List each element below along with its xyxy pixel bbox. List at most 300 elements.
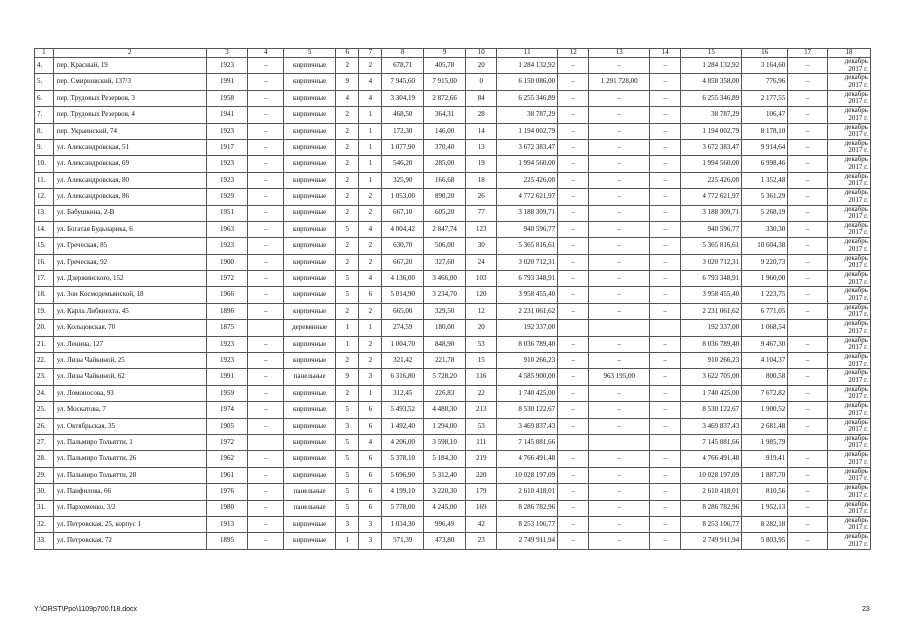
table-cell: 1980 xyxy=(206,500,248,516)
table-cell: декабрь 2017 г. xyxy=(827,402,870,418)
table-cell: 106,47 xyxy=(742,107,788,123)
table-cell: – xyxy=(589,90,650,106)
table-cell: декабрь 2017 г. xyxy=(827,353,870,369)
table-cell: 29. xyxy=(35,467,54,483)
table-cell: кирпичные xyxy=(283,172,335,188)
table-cell: 7. xyxy=(35,107,54,123)
table-cell: 1 xyxy=(359,107,382,123)
table-cell: ул. Октябрьская, 35 xyxy=(53,418,206,434)
table-cell: кирпичные xyxy=(283,254,335,270)
table-cell: 3 xyxy=(359,533,382,549)
table-cell: 8 282,18 xyxy=(742,516,788,532)
table-cell: 4 004,42 xyxy=(382,221,424,237)
table-cell: – xyxy=(589,156,650,172)
table-cell: 667,10 xyxy=(382,205,424,221)
table-cell: 9 914,64 xyxy=(742,139,788,155)
table-cell: кирпичные xyxy=(283,451,335,467)
table-row xyxy=(35,287,871,303)
table-cell: декабрь 2017 г. xyxy=(827,336,870,352)
table-cell: 1 034,30 xyxy=(382,516,424,532)
table-cell: 38 787,29 xyxy=(497,107,558,123)
table-cell: 5 xyxy=(336,451,359,467)
table-cell: – xyxy=(788,533,828,549)
table-cell: – xyxy=(248,402,284,418)
table-cell: 1962 xyxy=(206,451,248,467)
table-cell: 910 266,23 xyxy=(497,353,558,369)
table-cell xyxy=(650,320,681,336)
table-cell: ул. Пархоменко, 3/2 xyxy=(53,500,206,516)
table-cell: 370,40 xyxy=(424,139,466,155)
table-cell: 8 530 122,67 xyxy=(497,402,558,418)
table-cell: – xyxy=(248,516,284,532)
table-cell: 1923 xyxy=(206,156,248,172)
table-cell xyxy=(589,434,650,450)
table-cell: – xyxy=(248,205,284,221)
table-cell: – xyxy=(558,156,589,172)
table-cell: 2 xyxy=(359,189,382,205)
table-cell: 1 004,70 xyxy=(382,336,424,352)
table-cell: 285,00 xyxy=(424,156,466,172)
table-cell: 2 xyxy=(336,385,359,401)
table-cell: – xyxy=(650,90,681,106)
table-cell: 800,58 xyxy=(742,369,788,385)
table-cell: 20. xyxy=(35,320,54,336)
table-cell: кирпичные xyxy=(283,107,335,123)
table-cell: 21. xyxy=(35,336,54,352)
table-cell: кирпичные xyxy=(283,402,335,418)
table-cell: 1958 xyxy=(206,90,248,106)
table-row xyxy=(35,58,871,74)
table-row xyxy=(35,353,871,369)
table-cell: 1 294,00 xyxy=(424,418,466,434)
table-cell: – xyxy=(558,90,589,106)
table-cell: ул. Карла Либкнехта, 45 xyxy=(53,303,206,319)
table-cell: 169 xyxy=(466,500,497,516)
table-cell: ул. Петровская, 25, корпус 1 xyxy=(53,516,206,532)
table-cell: 4 772 621,97 xyxy=(497,189,558,205)
table-cell: 6 316,80 xyxy=(382,369,424,385)
table-cell: – xyxy=(248,254,284,270)
table-row xyxy=(35,107,871,123)
table-cell: декабрь 2017 г. xyxy=(827,90,870,106)
table-cell: 5 184,30 xyxy=(424,451,466,467)
table-cell: – xyxy=(589,107,650,123)
table-row xyxy=(35,172,871,188)
table-cell: – xyxy=(248,156,284,172)
table-cell: декабрь 2017 г. xyxy=(827,303,870,319)
table-cell: 192 337,00 xyxy=(497,320,558,336)
table-cell: кирпичные xyxy=(283,336,335,352)
table-cell: 1 068,54 xyxy=(742,320,788,336)
table-cell: 10 028 197,09 xyxy=(497,467,558,483)
table-cell: 1923 xyxy=(206,172,248,188)
table-cell: 24. xyxy=(35,385,54,401)
table-cell: ул. Кольцовская, 70 xyxy=(53,320,206,336)
table-row xyxy=(35,434,871,450)
table-cell: 30 xyxy=(466,238,497,254)
table-cell: – xyxy=(650,172,681,188)
table-cell: ул. Москатова, 7 xyxy=(53,402,206,418)
table-cell: 667,20 xyxy=(382,254,424,270)
table-cell: – xyxy=(248,369,284,385)
table-cell: 14. xyxy=(35,221,54,237)
table-cell: – xyxy=(788,418,828,434)
table-cell: 3 234,70 xyxy=(424,287,466,303)
table-cell: ул. Пальмиро Тольятти, 26 xyxy=(53,451,206,467)
table-cell: 2 xyxy=(336,238,359,254)
table-row xyxy=(35,221,871,237)
table-cell: 3 958 455,40 xyxy=(497,287,558,303)
table-cell: 325,90 xyxy=(382,172,424,188)
table-cell: декабрь 2017 г. xyxy=(827,58,870,74)
table-cell: 26 xyxy=(466,189,497,205)
table-cell: – xyxy=(589,189,650,205)
table-body xyxy=(35,58,871,550)
table-cell: – xyxy=(788,336,828,352)
table-cell: – xyxy=(248,189,284,205)
table-cell: декабрь 2017 г. xyxy=(827,418,870,434)
table-cell: 1 740 425,00 xyxy=(681,385,742,401)
table-cell: – xyxy=(650,221,681,237)
table-cell: 4 199,10 xyxy=(382,484,424,500)
table-cell: 26. xyxy=(35,418,54,434)
table-cell: 1895 xyxy=(206,533,248,549)
table-cell: – xyxy=(558,385,589,401)
table-cell: 22 xyxy=(466,385,497,401)
table-cell: ул. Лизы Чайкиной, 25 xyxy=(53,353,206,369)
table-cell: 179 xyxy=(466,484,497,500)
table-cell: 468,50 xyxy=(382,107,424,123)
table-cell: декабрь 2017 г. xyxy=(827,271,870,287)
table-cell: 6 xyxy=(359,451,382,467)
table-cell: 53 xyxy=(466,336,497,352)
table-cell: – xyxy=(558,271,589,287)
table-cell: 6 793 348,91 xyxy=(681,271,742,287)
table-cell: – xyxy=(589,353,650,369)
table-cell: – xyxy=(788,238,828,254)
table-cell: 4 206,00 xyxy=(382,434,424,450)
table-cell: кирпичные xyxy=(283,303,335,319)
table-cell: деревянные xyxy=(283,320,335,336)
table-cell: 1 740 425,00 xyxy=(497,385,558,401)
table-cell: 13 xyxy=(466,139,497,155)
table-cell: 225 426,00 xyxy=(681,172,742,188)
table-cell: 24 xyxy=(466,254,497,270)
table-cell: пер. Красный, 19 xyxy=(53,58,206,74)
table-cell: – xyxy=(248,418,284,434)
table-cell: декабрь 2017 г. xyxy=(827,107,870,123)
table-cell: – xyxy=(650,533,681,549)
table-cell: 32. xyxy=(35,516,54,532)
table-cell xyxy=(248,320,284,336)
table-cell: 1972 xyxy=(206,271,248,287)
table-cell: декабрь 2017 г. xyxy=(827,139,870,155)
table-cell: 5. xyxy=(35,74,54,90)
table-cell: – xyxy=(650,402,681,418)
table-cell: – xyxy=(248,353,284,369)
table-cell: – xyxy=(558,533,589,549)
table-cell: 2 xyxy=(336,353,359,369)
table-cell: 8 286 782,96 xyxy=(681,500,742,516)
table-cell: 1923 xyxy=(206,336,248,352)
table-cell: 213 xyxy=(466,402,497,418)
table-cell: 678,71 xyxy=(382,58,424,74)
table-cell: – xyxy=(788,369,828,385)
table-cell: – xyxy=(650,107,681,123)
table-cell: ул. Греческая, 85 xyxy=(53,238,206,254)
table-cell: 226,83 xyxy=(424,385,466,401)
table-cell: 1 xyxy=(336,320,359,336)
table-cell: – xyxy=(788,385,828,401)
table-cell: – xyxy=(589,287,650,303)
table-cell: 6 xyxy=(359,418,382,434)
table-cell: 9 220,73 xyxy=(742,254,788,270)
table-cell: 940 596,77 xyxy=(681,221,742,237)
table-cell: 996,49 xyxy=(424,516,466,532)
table-cell: 1991 xyxy=(206,369,248,385)
table-cell xyxy=(788,434,828,450)
table-cell: 220 xyxy=(466,467,497,483)
table-cell: кирпичные xyxy=(283,533,335,549)
table-cell: 1 994 560,00 xyxy=(681,156,742,172)
table-cell: 3 622 705,00 xyxy=(681,369,742,385)
table-cell: 13. xyxy=(35,205,54,221)
table-cell: 5 728,20 xyxy=(424,369,466,385)
table-cell: – xyxy=(788,287,828,303)
table-cell: 1 223,75 xyxy=(742,287,788,303)
table-cell: панельные xyxy=(283,369,335,385)
table-cell: – xyxy=(248,123,284,139)
table-cell: 1966 xyxy=(206,287,248,303)
table-cell: 4 xyxy=(359,74,382,90)
table-cell: 6 150 086,00 xyxy=(497,74,558,90)
table-cell xyxy=(248,434,284,450)
table-row xyxy=(35,402,871,418)
table-row xyxy=(35,500,871,516)
table-cell: 6 xyxy=(359,287,382,303)
table-cell: декабрь 2017 г. xyxy=(827,500,870,516)
table-cell: кирпичные xyxy=(283,271,335,287)
column-header: 17 xyxy=(788,49,828,58)
table-cell: 1 985,79 xyxy=(742,434,788,450)
table-cell: 12. xyxy=(35,189,54,205)
table-cell: – xyxy=(788,58,828,74)
table-cell: 5 312,40 xyxy=(424,467,466,483)
table-cell: – xyxy=(788,500,828,516)
table-row xyxy=(35,484,871,500)
table-cell: 1923 xyxy=(206,58,248,74)
column-header: 13 xyxy=(589,49,650,58)
table-cell: – xyxy=(650,74,681,90)
table-cell: 10 604,38 xyxy=(742,238,788,254)
table-cell xyxy=(650,434,681,450)
table-cell: – xyxy=(788,516,828,532)
table-cell: – xyxy=(650,484,681,500)
table-cell: – xyxy=(558,58,589,74)
table-cell: 7 145 081,66 xyxy=(497,434,558,450)
table-cell: – xyxy=(788,139,828,155)
table-cell: 19 xyxy=(466,156,497,172)
table-row xyxy=(35,451,871,467)
table-row xyxy=(35,336,871,352)
table-cell: – xyxy=(558,107,589,123)
table-cell: 1 352,48 xyxy=(742,172,788,188)
housing-register-table xyxy=(34,48,871,550)
table-cell: декабрь 2017 г. xyxy=(827,172,870,188)
table-cell: 2 xyxy=(359,336,382,352)
table-cell: – xyxy=(589,303,650,319)
table-cell: 4 xyxy=(359,221,382,237)
table-cell: 6 xyxy=(359,467,382,483)
table-cell: 180,00 xyxy=(424,320,466,336)
table-cell: – xyxy=(558,189,589,205)
table-cell: 571,39 xyxy=(382,533,424,549)
table-cell: 2 177,55 xyxy=(742,90,788,106)
table-row xyxy=(35,156,871,172)
table-cell: – xyxy=(650,238,681,254)
table-cell: 963 195,00 xyxy=(589,369,650,385)
table-cell: 2 xyxy=(359,303,382,319)
table-cell xyxy=(558,320,589,336)
column-header: 4 xyxy=(248,49,284,58)
table-cell: 10 028 197,09 xyxy=(681,467,742,483)
table-row xyxy=(35,320,871,336)
table-cell: 38 787,29 xyxy=(681,107,742,123)
table-cell: 12 xyxy=(466,303,497,319)
table-cell: 3 469 837,43 xyxy=(681,418,742,434)
table-cell: 1 xyxy=(359,172,382,188)
table-cell: – xyxy=(589,451,650,467)
table-cell: ул. Александровская, 51 xyxy=(53,139,206,155)
table-cell: 17. xyxy=(35,271,54,287)
table-cell: – xyxy=(788,402,828,418)
table-cell: – xyxy=(248,287,284,303)
table-cell: пер. Украинский, 74 xyxy=(53,123,206,139)
table-cell: – xyxy=(558,369,589,385)
table-cell: 3 xyxy=(359,369,382,385)
table-cell: 3 598,10 xyxy=(424,434,466,450)
table-cell: 84 xyxy=(466,90,497,106)
table-cell: 6 xyxy=(359,500,382,516)
table-cell: декабрь 2017 г. xyxy=(827,74,870,90)
table-cell: 28 xyxy=(466,107,497,123)
table-cell: – xyxy=(248,58,284,74)
table-cell: 27. xyxy=(35,434,54,450)
table-cell: 23. xyxy=(35,369,54,385)
table-cell xyxy=(589,320,650,336)
table-cell: 1 492,40 xyxy=(382,418,424,434)
table-cell: – xyxy=(650,189,681,205)
table-cell: 1 053,00 xyxy=(382,189,424,205)
table-cell: 1875 xyxy=(206,320,248,336)
table-cell: ул. Дзержинского, 152 xyxy=(53,271,206,287)
table-cell: декабрь 2017 г. xyxy=(827,254,870,270)
table-cell: 33. xyxy=(35,533,54,549)
table-cell: 5 361,29 xyxy=(742,189,788,205)
table-cell: 3 220,30 xyxy=(424,484,466,500)
table-cell: кирпичные xyxy=(283,467,335,483)
table-cell: декабрь 2017 г. xyxy=(827,156,870,172)
table-cell: – xyxy=(558,467,589,483)
table-row xyxy=(35,189,871,205)
table-cell: 4 104,37 xyxy=(742,353,788,369)
table-cell: 4 766 491,48 xyxy=(681,451,742,467)
table-cell: – xyxy=(558,205,589,221)
table-cell: 3 672 383,47 xyxy=(681,139,742,155)
table-cell: 28. xyxy=(35,451,54,467)
column-number-row xyxy=(35,49,871,58)
table-cell: 2 xyxy=(336,172,359,188)
table-cell: – xyxy=(248,467,284,483)
table-cell: пер. Смирновский, 137/3 xyxy=(53,74,206,90)
table-cell: 1 284 132,92 xyxy=(681,58,742,74)
table-cell: 3 020 712,31 xyxy=(681,254,742,270)
table-cell: ул. Петровская, 72 xyxy=(53,533,206,549)
table-cell: – xyxy=(589,58,650,74)
table-cell: панельные xyxy=(283,484,335,500)
table-cell: 9. xyxy=(35,139,54,155)
document-path: Y:\ORST\Ppo\1109p700.f18.docx xyxy=(34,606,137,613)
table-cell: 11. xyxy=(35,172,54,188)
table-cell: – xyxy=(788,123,828,139)
table-cell: 53 xyxy=(466,418,497,434)
table-cell: 2 xyxy=(336,58,359,74)
table-cell: 1941 xyxy=(206,107,248,123)
table-cell: декабрь 2017 г. xyxy=(827,533,870,549)
table-cell: 848,90 xyxy=(424,336,466,352)
table-cell: декабрь 2017 г. xyxy=(827,189,870,205)
table-cell: – xyxy=(788,254,828,270)
table-cell: – xyxy=(248,303,284,319)
table-cell: – xyxy=(248,238,284,254)
table-cell: 5 xyxy=(336,500,359,516)
table-cell: кирпичные xyxy=(283,287,335,303)
table-cell: – xyxy=(248,484,284,500)
table-cell: – xyxy=(589,221,650,237)
table-cell: – xyxy=(589,467,650,483)
table-cell: 665,00 xyxy=(382,303,424,319)
table-cell: 1900 xyxy=(206,254,248,270)
table-cell: 2 xyxy=(336,254,359,270)
table-cell: 2 749 911,94 xyxy=(497,533,558,549)
table-cell: кирпичные xyxy=(283,434,335,450)
column-header: 6 xyxy=(336,49,359,58)
table-cell: 116 xyxy=(466,369,497,385)
table-cell: – xyxy=(558,353,589,369)
table-cell: 3 188 309,71 xyxy=(497,205,558,221)
table-cell xyxy=(788,320,828,336)
table-cell: декабрь 2017 г. xyxy=(827,320,870,336)
table-cell: – xyxy=(248,74,284,90)
table-cell: 2 xyxy=(359,353,382,369)
table-cell: 2 231 061,62 xyxy=(497,303,558,319)
column-header: 5 xyxy=(283,49,335,58)
table-cell: кирпичные xyxy=(283,58,335,74)
table-cell: 8 036 789,40 xyxy=(681,336,742,352)
table-cell: ул. Александровская, 80 xyxy=(53,172,206,188)
table-cell: 18 xyxy=(466,172,497,188)
table-cell: 5 378,10 xyxy=(382,451,424,467)
table-cell: 4 245,00 xyxy=(424,500,466,516)
table-cell: 7 672,82 xyxy=(742,385,788,401)
column-header: 10 xyxy=(466,49,497,58)
table-cell: 1896 xyxy=(206,303,248,319)
table-cell: – xyxy=(589,336,650,352)
table-cell: 1 xyxy=(336,533,359,549)
column-header: 1 xyxy=(35,49,54,58)
table-cell: ул. Ломоносова, 93 xyxy=(53,385,206,401)
table-cell: – xyxy=(558,418,589,434)
